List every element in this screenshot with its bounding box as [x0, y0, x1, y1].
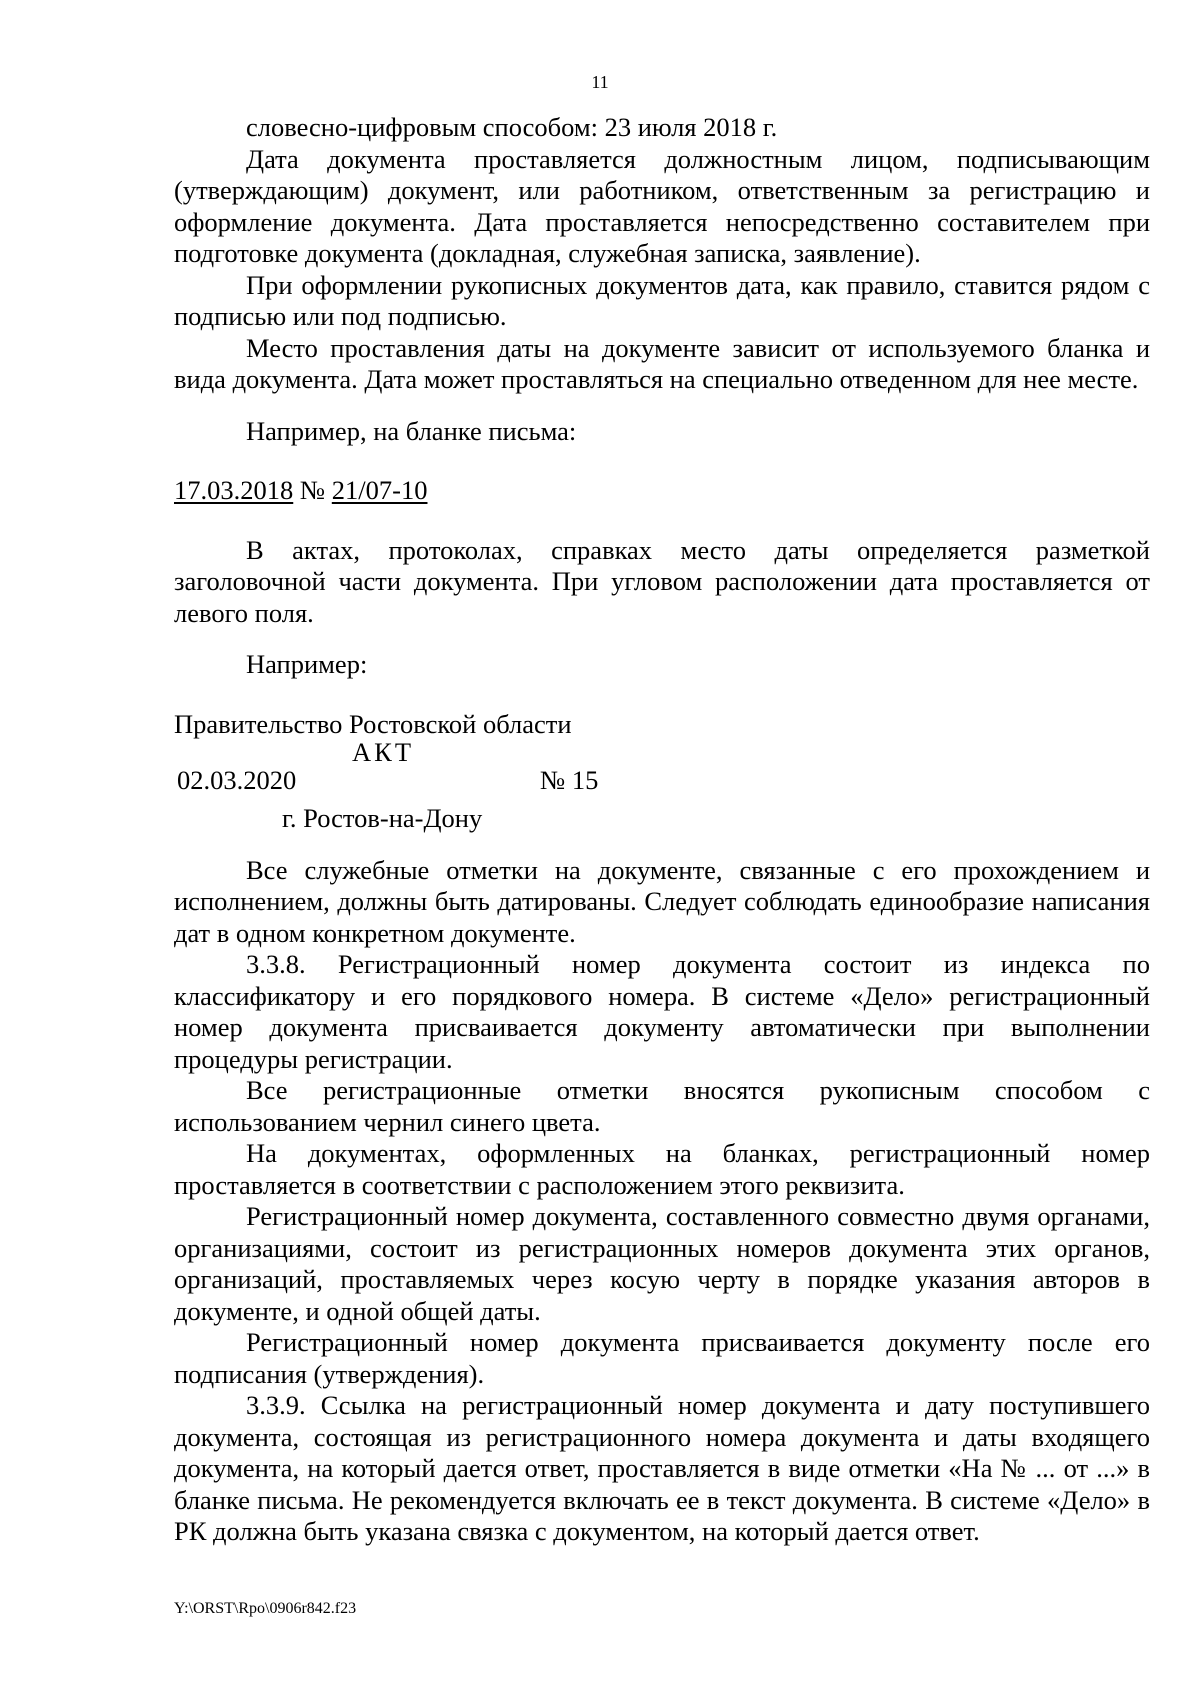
example-act-label: Например:	[246, 649, 368, 679]
act-title: АКТ	[352, 736, 414, 767]
paragraph: Регистрационный номер документа присваивается документу после его подписания (утверждения).	[174, 1327, 1150, 1389]
paragraph: Дата документа проставляется должностным лицом, подписывающим (утверждающим) документ, или работником, ответственным за регистрацию и оформление документа. Дата проставляется непосредственно составителем при подготовке документа (докладная, служебная записка, заявление).	[174, 143, 1150, 268]
number-sign: №	[299, 475, 326, 505]
act-number: № 15	[540, 764, 599, 795]
page-number: 11	[591, 72, 609, 92]
paragraph: Все регистрационные отметки вносятся рукописным способом с использованием чернил синего цвета.	[174, 1075, 1150, 1137]
letter-number: 21/07-10	[331, 475, 428, 505]
act-header-example	[174, 709, 1150, 835]
example-letter-label: Например, на бланке письма:	[246, 415, 577, 446]
paragraph: В актах, протоколах, справках место даты определяется разметкой заголовочной части документа. При угловом расположении дата проставляется от левого поля.	[174, 534, 1150, 628]
paragraph: 3.3.9. Ссылка на регистрационный номер документа и дату поступившего документа, состоящая из регистрационного номера документа и даты входящего документа, на который дается ответ, проставляется в виде отметки «На № ... от ...» в бланке письма. Не рекомендуется включать ее в текст документа. В системе «Дело» в РК должна быть указана связка с документом, на который дается ответ.	[174, 1390, 1150, 1546]
letter-date: 17.03.2018	[174, 475, 294, 505]
act-organization: Правительство Ростовской области	[174, 708, 572, 739]
paragraph: Все служебные отметки на документе, связанные с его прохождением и исполнением, должны быть датированы. Следует соблюдать единообразие написания дат в одном конкретном документе.	[174, 854, 1150, 948]
paragraph: словесно-цифровым способом: 23 июля 2018 г.	[246, 112, 778, 142]
act-city: г. Ростов-на-Дону	[282, 802, 483, 833]
document-body	[174, 112, 1150, 1548]
footer-file-path: Y:\ORST\Rpo\0906r842.f23	[174, 1600, 357, 1617]
paragraph: На документах, оформленных на бланках, регистрационный номер проставляется в соответствии с расположением этого реквизита.	[174, 1138, 1150, 1200]
paragraph: При оформлении рукописных документов дата, как правило, ставится рядом с подписью или под подписью.	[174, 269, 1150, 331]
paragraph: Место проставления даты на документе зависит от используемого бланка и вида документа. Дата может проставляться на специально отведенном для нее месте.	[174, 332, 1150, 394]
paragraph: 3.3.8. Регистрационный номер документа состоит из индекса по классификатору и его порядкового номера. В системе «Дело» регистрационный номер документа присваивается документу автоматически при выполнении процедуры регистрации.	[174, 949, 1150, 1074]
paragraph: Регистрационный номер документа, составленного совместно двумя органами, организациями, состоит из регистрационных номеров документа этих органов, организаций, проставляемых через косую черту в порядке указания авторов в документе, и одной общей даты.	[174, 1201, 1150, 1326]
letter-date-number-example	[174, 475, 1150, 507]
act-date: 02.03.2020	[177, 764, 297, 795]
